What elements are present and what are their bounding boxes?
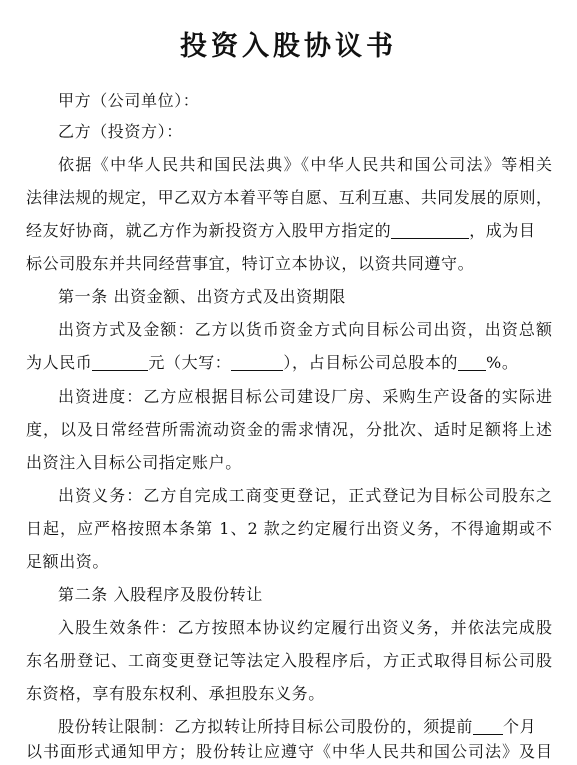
transfer-notice-suffix: 个月: [503, 717, 537, 736]
intro-line-3-text-b: ，成为目: [469, 221, 536, 240]
article-1-para-3-line-2: 日起，应严格按照本条第 1、2 款之约定履行出资义务，不得逾期或不: [26, 519, 552, 538]
amount-words-prefix: 元（大写：: [148, 353, 232, 372]
amount-blank[interactable]: [92, 354, 148, 371]
intro-line-3: [26, 220, 552, 242]
article-1-para-1-line-2: [26, 352, 552, 374]
intro-line-4: 标公司股东并共同经营事宜，特订立本协议，以资共同遵守。: [26, 254, 475, 273]
article-2-heading: 第二条 入股程序及股份转让: [58, 585, 263, 604]
article-2-para-1-line-3: 东资格，享有股东权利、承担股东义务。: [26, 684, 325, 703]
article-1-para-2-line-1: 出资进度：乙方应根据目标公司建设厂房、采购生产设备的实际进: [58, 387, 552, 406]
party-b-line: 乙方（投资方）：: [58, 122, 183, 141]
share-ratio-prefix: ），占目标公司总股本的: [283, 353, 459, 372]
intro-line-1: 依据《中华人民共和国民法典》《中华人民共和国公司法》等相关: [58, 155, 552, 174]
article-2-para-2-line-1: [58, 716, 552, 738]
party-a-line: 甲方（公司单位）：: [58, 91, 200, 110]
article-2-para-2-line-2: 以书面形式通知甲方；股份转让应遵守《中华人民共和国公司法》及目: [26, 742, 552, 761]
article-2-para-1-line-1: 入股生效条件：乙方按照本协议约定履行出资义务，并依法完成股: [58, 618, 552, 637]
article-1-para-1-line-1: 出资方式及金额：乙方以货币资金方式向目标公司出资，出资总额: [58, 320, 552, 339]
intro-line-3-text-a: 经友好协商，就乙方作为新投资方入股甲方指定的: [26, 221, 392, 240]
transfer-notice-prefix: 股份转让限制：乙方拟转让所持目标公司股份的，须提前: [58, 717, 474, 736]
share-ratio-suffix: %。: [486, 353, 519, 372]
article-1-para-2-line-2: 度，以及日常经营所需流动资金的需求情况，分批次、适时足额将上述: [26, 420, 552, 439]
share-ratio-blank[interactable]: [458, 354, 486, 371]
article-1-para-2-line-3: 出资注入目标公司指定账户。: [26, 453, 242, 472]
article-2-para-1-line-2: 东名册登记、工商变更登记等法定入股程序后，方正式取得目标公司股: [26, 651, 552, 670]
target-company-blank[interactable]: [391, 222, 469, 239]
notice-months-blank[interactable]: [473, 718, 503, 735]
article-1-para-3-line-1: 出资义务：乙方自完成工商变更登记，正式登记为目标公司股东之: [58, 486, 552, 505]
article-1-para-3-line-3: 足额出资。: [26, 552, 110, 571]
article-1-heading: 第一条 出资金额、出资方式及出资期限: [58, 287, 346, 306]
amount-prefix: 为人民币: [26, 353, 93, 372]
intro-line-2: 法律法规的规定，甲乙双方本着平等自愿、互利互惠、共同发展的原则，: [26, 188, 552, 207]
document-title: 投资入股协议书: [180, 31, 397, 62]
amount-words-blank[interactable]: [231, 354, 283, 371]
